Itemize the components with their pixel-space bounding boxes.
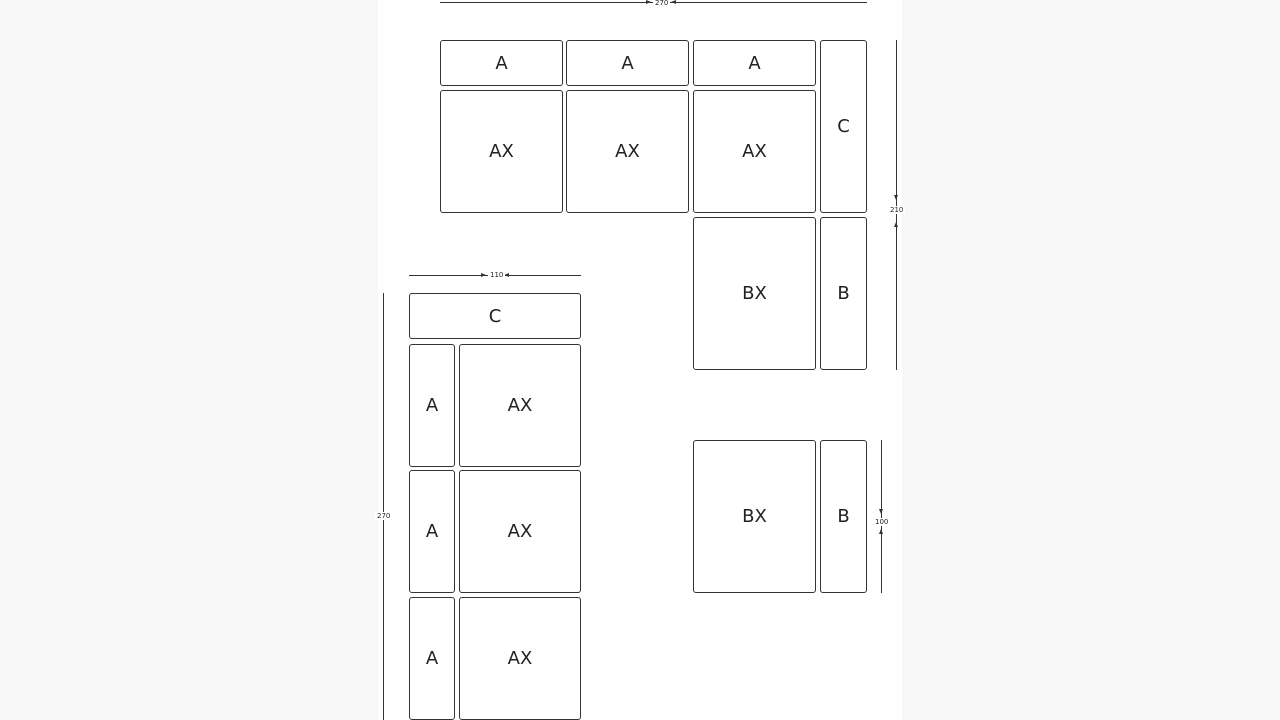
- bottom-height-arrow-down: [879, 509, 883, 514]
- top-height-label: 210: [890, 206, 904, 214]
- bottom-height-arrow-up: [879, 529, 883, 534]
- bottom-module-b: B: [820, 440, 867, 593]
- top-module-c: C: [820, 40, 867, 213]
- left-height-label: 270: [377, 512, 391, 520]
- top-module-ax-3: AX: [693, 90, 816, 213]
- left-module-ax-3: AX: [459, 597, 581, 720]
- left-module-a-1: A: [409, 344, 455, 467]
- top-module-a-3: A: [693, 40, 816, 86]
- top-module-bx: BX: [693, 217, 816, 370]
- top-module-ax-2: AX: [566, 90, 689, 213]
- left-module-ax-2: AX: [459, 470, 581, 593]
- left-module-c: C: [409, 293, 581, 339]
- bottom-height-dimension-line: [881, 440, 882, 593]
- top-width-label: 270: [655, 0, 669, 7]
- top-width-arrow-left: [671, 0, 676, 4]
- top-height-dimension-line: [896, 40, 897, 370]
- top-module-b: B: [820, 217, 867, 370]
- top-height-arrow-up: [894, 222, 898, 227]
- left-module-ax-1: AX: [459, 344, 581, 467]
- top-module-a-1: A: [440, 40, 563, 86]
- left-module-a-3: A: [409, 597, 455, 720]
- left-module-a-2: A: [409, 470, 455, 593]
- bottom-height-label: 100: [875, 518, 889, 526]
- left-height-dimension-line: [383, 293, 384, 720]
- top-module-a-2: A: [566, 40, 689, 86]
- top-module-ax-1: AX: [440, 90, 563, 213]
- top-height-arrow-down: [894, 195, 898, 200]
- left-width-label: 110: [490, 271, 504, 279]
- top-width-arrow-right: [646, 0, 651, 4]
- bottom-module-bx: BX: [693, 440, 816, 593]
- left-width-arrow-right: [481, 273, 486, 277]
